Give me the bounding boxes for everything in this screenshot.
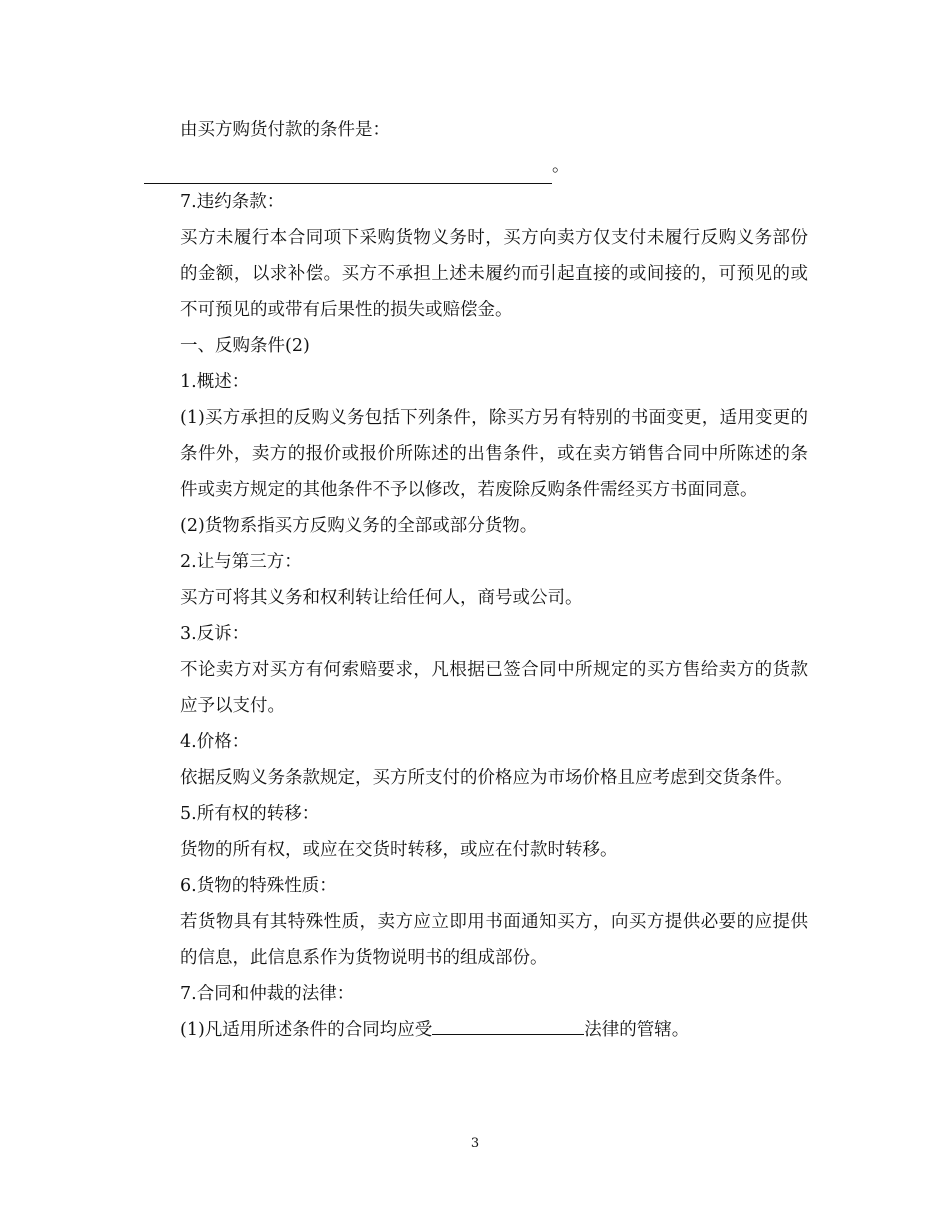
heading-title-transfer: 5.所有权的转移： — [180, 804, 320, 824]
paragraph-counterclaim: 不论卖方对买方有何索赔要求，凡根据已签合同中所规定的买方售给卖方的货款应予以支付。 — [180, 660, 808, 716]
paragraph-overview-1: (1)买方承担的反购义务包括下列条件，除买方另有特别的书面变更，适用变更的条件外，卖方的报价或报价所陈述的出售条件，或在卖方销售合同中所陈述的条件或卖方规定的其他条件不予以修改，若废除反购条件需经买方书面同意。 — [180, 408, 808, 500]
paragraph-breach-clause: 买方未履行本合同项下采购货物义务时，买方向卖方仅支付未履行反购义务部份的金额，以求补偿。买方不承担上述未履约而引起直接的或间接的，可预见的或不可预见的或带有后果性的损失或赔偿金。 — [180, 228, 808, 320]
heading-breach-clause: 7.违约条款： — [180, 192, 285, 212]
paragraph-title-transfer: 货物的所有权，或应在交货时转移，或应在付款时转移。 — [180, 840, 618, 860]
heading-governing-law: 7.合同和仲裁的法律： — [180, 984, 355, 1004]
heading-special-nature: 6.货物的特殊性质： — [180, 876, 337, 896]
governing-law-prefix: (1)凡适用所述条件的合同均应受 — [180, 1020, 433, 1040]
page-number: 3 — [470, 1136, 480, 1151]
paragraph-blank-line — [144, 148, 808, 184]
paragraph-third-party-assignment: 买方可将其义务和权利转让给任何人，商号或公司。 — [180, 588, 583, 608]
paragraph-price: 依据反购义务条款规定，买方所支付的价格应为市场价格且应考虑到交货条件。 — [180, 768, 793, 788]
governing-law-suffix: 法律的管辖。 — [584, 1020, 690, 1040]
blank-suffix: 。 — [552, 156, 570, 176]
document-body — [144, 112, 808, 1048]
paragraph-payment-condition: 由买方购货付款的条件是： — [180, 120, 390, 140]
paragraph-governing-law — [144, 1012, 808, 1048]
heading-third-party-assignment: 2.让与第三方： — [180, 552, 302, 572]
paragraph-special-nature: 若货物具有其特殊性质，卖方应立即用书面通知买方，向买方提供必要的应提供的信息，此信息系作为货物说明书的组成部份。 — [180, 912, 808, 968]
heading-counter-purchase-conditions: 一、反购条件(2) — [180, 336, 310, 356]
heading-overview: 1.概述： — [180, 372, 250, 392]
heading-counterclaim: 3.反诉： — [180, 624, 250, 644]
fill-in-blank — [144, 161, 552, 184]
paragraph-overview-2: (2)货物系指买方反购义务的全部或部分货物。 — [180, 516, 538, 536]
fill-in-blank-law — [432, 1016, 584, 1035]
heading-price: 4.价格： — [180, 732, 250, 752]
